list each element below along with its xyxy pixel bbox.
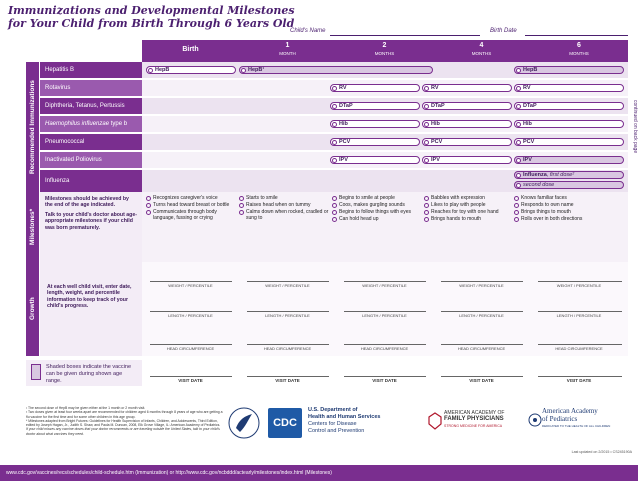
- col-2-months: 2 MONTHS: [374, 42, 395, 56]
- col-4-months: 4 MONTHS: [471, 42, 492, 56]
- milestone-item[interactable]: Can hold head up: [332, 216, 422, 222]
- aafp-logo: AMERICAN ACADEMY OF FAMILY PHYSICIANS STRONG MEDICINE FOR AMERICA: [444, 410, 505, 428]
- resource-links[interactable]: www.cdc.gov/vaccines/recs/schedules/child-schedule.htm (Immunization) or http://www.cdc.gov/ncbddd/actearly/milestones/index.html (Milestones): [6, 470, 332, 476]
- weight-caption: WEIGHT / PERCENTILE: [556, 283, 602, 288]
- milestones-4m: [424, 195, 514, 223]
- pill-flu-second[interactable]: second dose: [514, 181, 624, 189]
- aafp-emblem-icon: [428, 412, 442, 430]
- checkbox-icon[interactable]: [514, 210, 519, 215]
- checkbox-icon[interactable]: [516, 183, 521, 188]
- checkbox-icon[interactable]: [424, 104, 429, 109]
- weight-caption: WEIGHT / PERCENTILE: [265, 283, 310, 288]
- weight-caption: WEIGHT / PERCENTILE: [168, 283, 213, 288]
- pill-ipv-6m[interactable]: IPV: [514, 156, 624, 164]
- footnotes: ¹ The second dose of HepB may be given either at the 1 month or 2 month visit. ² Two doses given at least four weeks apart are recommended for children aged 6 months through 8 years of age who are getting a flu vaccine for the first time and for some other children in this age group. * Milestones adapted from Bright Futures: Guidelines for Health Supervision of Infants, Children, and Adolescents, Third Edition, edited by Joseph Hagan, Jr., Judith S. Shaw, and Paula M. Duncan, 2008, Elk Grove Village, IL: American Academy of Pediatrics. If your child misses any vaccine doses that your doctor recommends or are traveling outside the United States, talk to your child's doctor about what vaccines they need.: [26, 406, 223, 436]
- milestone-item[interactable]: Raises head when on tummy: [239, 202, 329, 208]
- pill-hib-4m[interactable]: Hib: [422, 120, 512, 128]
- head-field[interactable]: [538, 344, 622, 345]
- checkbox-icon[interactable]: [332, 104, 337, 109]
- milestone-item[interactable]: Likes to play with people: [424, 202, 514, 208]
- pill-hib-6m[interactable]: Hib: [514, 120, 624, 128]
- birth-date-field[interactable]: [525, 35, 628, 36]
- revision-code: Last updated on 2/2015 • CS245190A: [571, 450, 632, 454]
- vaccine-row-hib: Haemophilus influenzae type b: [40, 116, 142, 132]
- checkbox-icon[interactable]: [332, 122, 337, 127]
- head-field[interactable]: [150, 344, 232, 345]
- vaccine-row-pneumococcal: Pneumococcal: [40, 134, 142, 150]
- checkbox-icon[interactable]: [424, 140, 429, 145]
- length-caption: LENGTH / PERCENTILE: [556, 313, 602, 318]
- checkbox-icon[interactable]: [239, 203, 244, 208]
- head-caption: HEAD CIRCUMFERENCE: [166, 346, 215, 351]
- checkbox-icon[interactable]: [332, 86, 337, 91]
- col-1-month: 1 MONTH: [279, 42, 296, 56]
- checkbox-icon[interactable]: [239, 210, 244, 215]
- continued-label: continued on back page: [632, 100, 638, 154]
- checkbox-icon[interactable]: [516, 173, 521, 178]
- weight-field[interactable]: [441, 281, 523, 282]
- col-birth: Birth: [182, 46, 199, 53]
- pill-rv-4m[interactable]: RV: [422, 84, 512, 92]
- vaccine-row-influenza: Influenza: [40, 170, 142, 192]
- shaded-swatch: [31, 364, 41, 380]
- aap-logo: American Academy of Pediatrics DEDICATED TO THE HEALTH OF ALL CHILDREN: [542, 407, 611, 428]
- checkbox-icon[interactable]: [146, 210, 151, 215]
- pill-hepb-6m[interactable]: HepB: [514, 66, 624, 74]
- checkbox-icon[interactable]: [516, 140, 521, 145]
- checkbox-icon[interactable]: [332, 196, 337, 201]
- length-field[interactable]: [441, 311, 523, 312]
- pill-hepb-birth[interactable]: HepB: [146, 66, 236, 74]
- checkbox-icon[interactable]: [424, 203, 429, 208]
- length-caption: LENGTH / PERCENTILE: [265, 313, 310, 318]
- visit-date-caption: VISIT DATE: [178, 378, 203, 383]
- vaccine-row-hepb: Hepatitis B: [40, 62, 142, 78]
- hhs-text: U.S. Department of Health and Human Services Centers for Disease Control and Prevention: [308, 407, 381, 434]
- checkbox-icon[interactable]: [148, 68, 153, 73]
- pill-dtap-2m[interactable]: DTaP: [330, 102, 420, 110]
- child-name-label: Child's Name: [290, 28, 326, 34]
- checkbox-icon[interactable]: [516, 122, 521, 127]
- visit-date-row: [142, 362, 628, 386]
- growth-grid: [142, 262, 628, 356]
- checkbox-icon[interactable]: [332, 210, 337, 215]
- checkbox-icon[interactable]: [424, 158, 429, 163]
- checkbox-icon[interactable]: [241, 68, 246, 73]
- checkbox-icon[interactable]: [146, 196, 151, 201]
- milestones-6m: [514, 195, 626, 223]
- pill-hib-2m[interactable]: Hib: [330, 120, 420, 128]
- visit-date-field[interactable]: [150, 376, 232, 377]
- checkbox-icon[interactable]: [424, 122, 429, 127]
- milestone-item[interactable]: Brings things to mouth: [514, 209, 626, 215]
- pill-flu-first[interactable]: Influenza, first dose²: [514, 171, 624, 179]
- milestone-item[interactable]: Begins to smile at people: [332, 195, 422, 201]
- checkbox-icon[interactable]: [514, 217, 519, 222]
- page-title: Immunizations and Developmental Milestones for Your Child from Birth Through 6 Years Old: [8, 4, 295, 30]
- pill-hepb-1m[interactable]: HepB¹: [239, 66, 433, 74]
- visit-date-field[interactable]: [441, 376, 523, 377]
- birth-date-label: Birth Date: [490, 28, 517, 34]
- length-field[interactable]: [150, 311, 232, 312]
- length-caption: LENGTH / PERCENTILE: [459, 313, 504, 318]
- visit-date-caption: VISIT DATE: [372, 378, 397, 383]
- visit-date-caption: VISIT DATE: [275, 378, 300, 383]
- col-6-months: 6 MONTHS: [569, 42, 589, 56]
- milestone-item[interactable]: Responds to own name: [514, 202, 626, 208]
- vaccine-row-polio: Inactivated Poliovirus: [40, 152, 142, 168]
- head-caption: HEAD CIRCUMFERENCE: [263, 346, 312, 351]
- head-field[interactable]: [344, 344, 426, 345]
- head-field[interactable]: [441, 344, 523, 345]
- child-name-field[interactable]: [330, 35, 480, 36]
- weight-field[interactable]: [247, 281, 329, 282]
- pill-rv-6m[interactable]: RV: [514, 84, 624, 92]
- weight-field[interactable]: [150, 281, 232, 282]
- section-milestones: Milestones*: [26, 192, 39, 262]
- checkbox-icon[interactable]: [516, 158, 521, 163]
- milestone-item[interactable]: Brings hands to mouth: [424, 216, 514, 222]
- pill-dtap-4m[interactable]: DTaP: [422, 102, 512, 110]
- length-field[interactable]: [344, 311, 426, 312]
- head-caption: HEAD CIRCUMFERENCE: [457, 346, 506, 351]
- weight-caption: WEIGHT / PERCENTILE: [459, 283, 504, 288]
- checkbox-icon[interactable]: [424, 217, 429, 222]
- section-immunizations: Recommended Immunizations: [26, 62, 39, 192]
- head-caption: HEAD CIRCUMFERENCE: [555, 346, 603, 351]
- checkbox-icon[interactable]: [332, 158, 337, 163]
- visit-date-field[interactable]: [538, 376, 622, 377]
- checkbox-icon[interactable]: [332, 203, 337, 208]
- milestone-item[interactable]: Communicates through body language, fussing or crying: [146, 209, 236, 221]
- checkbox-icon[interactable]: [424, 196, 429, 201]
- checkbox-icon[interactable]: [516, 68, 521, 73]
- head-caption: HEAD CIRCUMFERENCE: [360, 346, 409, 351]
- milestone-item[interactable]: Babbles with expression: [424, 195, 514, 201]
- visit-date-field[interactable]: [247, 376, 329, 377]
- pill-ipv-2m[interactable]: IPV: [330, 156, 420, 164]
- hhs-eagle-logo: [228, 406, 260, 440]
- milestone-item[interactable]: Turns head toward breast or bottle: [146, 202, 236, 208]
- pill-dtap-6m[interactable]: DTaP: [514, 102, 624, 110]
- visit-date-caption: VISIT DATE: [566, 378, 592, 383]
- checkbox-icon[interactable]: [332, 217, 337, 222]
- milestone-item[interactable]: Begins to follow things with eyes: [332, 209, 422, 215]
- checkbox-icon[interactable]: [146, 203, 151, 208]
- milestones-2m: [332, 195, 422, 223]
- checkbox-icon[interactable]: [239, 196, 244, 201]
- weight-caption: WEIGHT / PERCENTILE: [362, 283, 407, 288]
- checkbox-icon[interactable]: [332, 140, 337, 145]
- section-growth: Growth: [26, 262, 39, 356]
- checkbox-icon[interactable]: [516, 104, 521, 109]
- checkbox-icon[interactable]: [516, 86, 521, 91]
- weight-field[interactable]: [344, 281, 426, 282]
- growth-intro: At each well child visit, enter date, length, weight, and percentile information to keep track of your child's progress.: [40, 262, 142, 356]
- pill-rv-2m[interactable]: RV: [330, 84, 420, 92]
- visit-date-caption: VISIT DATE: [469, 378, 494, 383]
- vaccine-row-dtap: Diphtheria, Tetanus, Pertussis: [40, 98, 142, 114]
- pill-pcv-4m[interactable]: PCV: [422, 138, 512, 146]
- head-field[interactable]: [247, 344, 329, 345]
- aap-emblem-icon: [528, 411, 542, 429]
- cdc-logo: CDC: [268, 408, 302, 438]
- pill-pcv-6m[interactable]: PCV: [514, 138, 624, 146]
- visit-date-field[interactable]: [344, 376, 426, 377]
- milestones-1m: [239, 195, 329, 222]
- length-field[interactable]: [538, 311, 622, 312]
- milestones-intro: Milestones should be achieved by the end of the age indicated. Talk to your child's doctor about age-appropriate milestones if your child was born prematurely.: [40, 192, 142, 262]
- milestone-item[interactable]: Recognizes caregiver's voice: [146, 195, 236, 201]
- pill-pcv-2m[interactable]: PCV: [330, 138, 420, 146]
- length-caption: LENGTH / PERCENTILE: [362, 313, 407, 318]
- checkbox-icon[interactable]: [424, 210, 429, 215]
- milestone-item[interactable]: Reaches for toy with one hand: [424, 209, 514, 215]
- milestone-item[interactable]: Rolls over in both directions: [514, 216, 626, 222]
- checkbox-icon[interactable]: [424, 86, 429, 91]
- length-field[interactable]: [247, 311, 329, 312]
- vaccine-row-rotavirus: Rotavirus: [40, 80, 142, 96]
- milestone-item[interactable]: Coos, makes gurgling sounds: [332, 202, 422, 208]
- checkbox-icon[interactable]: [514, 196, 519, 201]
- milestones-birth: [146, 195, 236, 222]
- milestone-item[interactable]: Starts to smile: [239, 195, 329, 201]
- checkbox-icon[interactable]: [514, 203, 519, 208]
- shaded-legend: Shaded boxes indicate the vaccine can be given during shown age range.: [26, 360, 142, 386]
- weight-field[interactable]: [538, 281, 622, 282]
- milestone-item[interactable]: Knows familiar faces: [514, 195, 626, 201]
- resource-links-bar: [0, 465, 638, 481]
- pill-ipv-4m[interactable]: IPV: [422, 156, 512, 164]
- milestone-item[interactable]: Calms down when rocked, cradled or sung to: [239, 209, 329, 221]
- length-caption: LENGTH / PERCENTILE: [168, 313, 213, 318]
